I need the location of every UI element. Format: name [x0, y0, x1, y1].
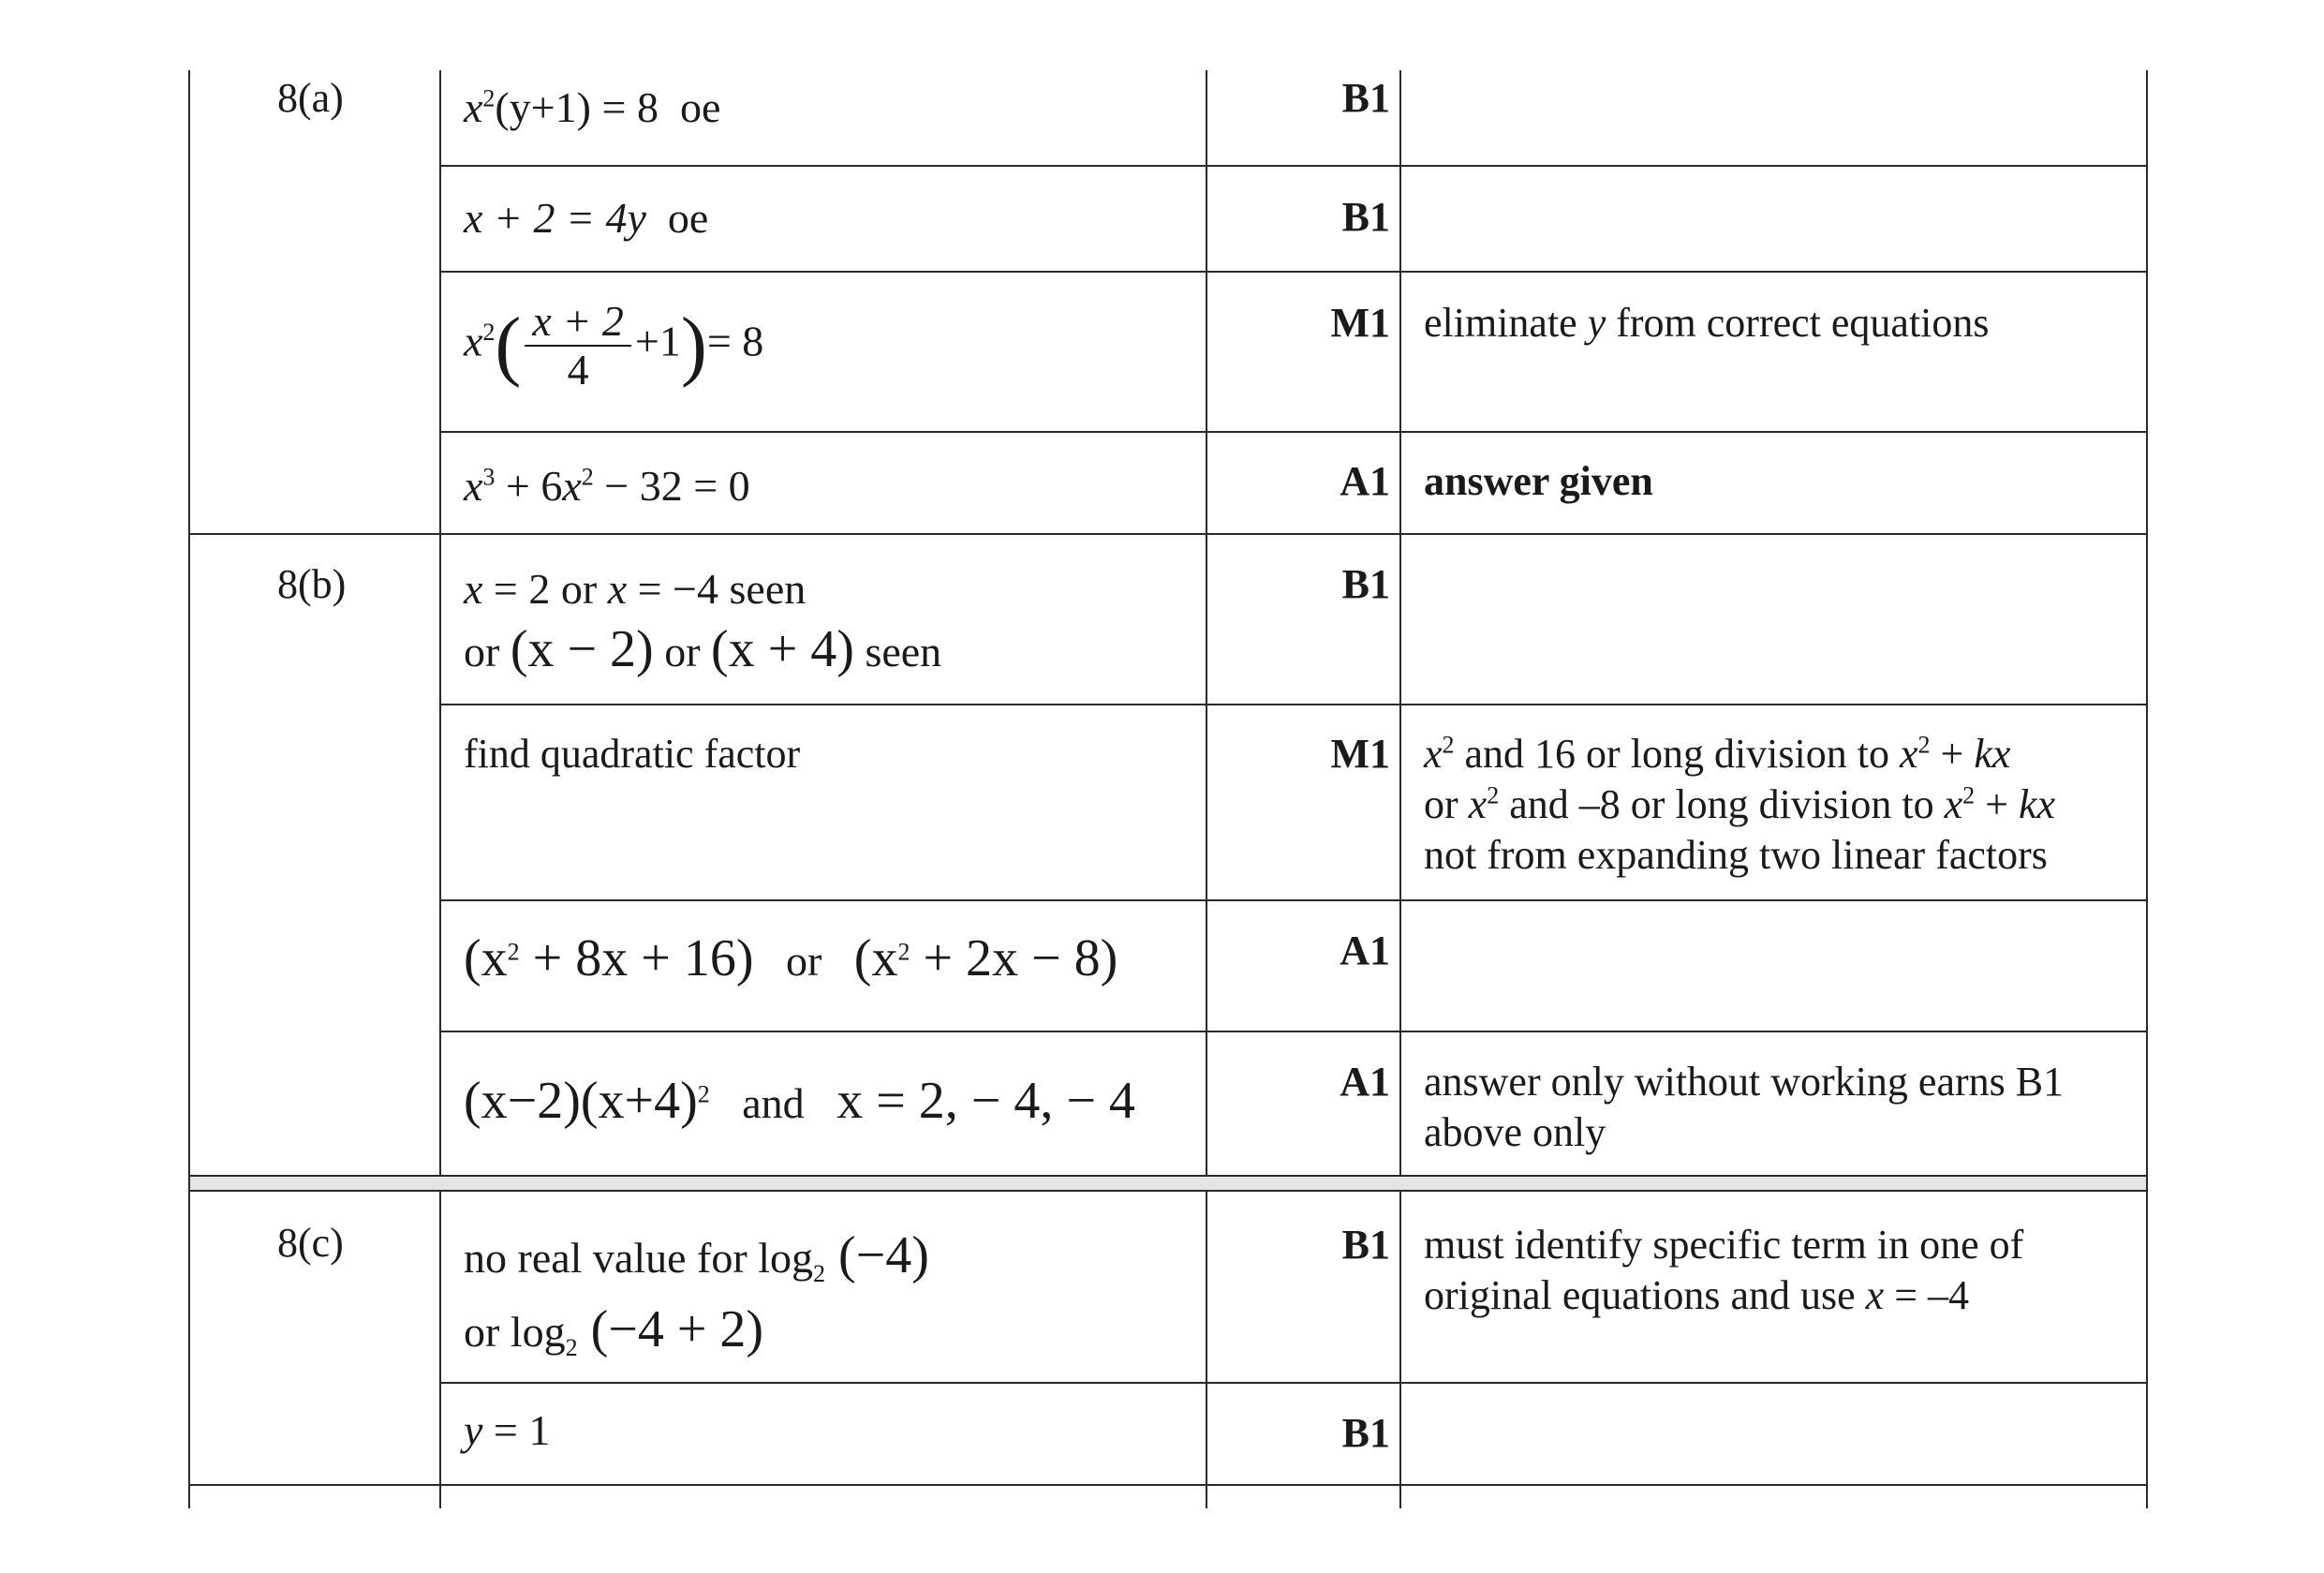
exponent: 2	[1487, 781, 1500, 809]
table-border-left	[188, 70, 190, 1508]
question-number: 8(b)	[277, 561, 347, 607]
guidance-line	[1424, 779, 2164, 830]
answer-line	[464, 1220, 1194, 1294]
math-var: x	[562, 462, 582, 510]
fraction	[525, 298, 630, 393]
question-number: 8(c)	[277, 1220, 344, 1266]
guidance-text: original equations and use	[1424, 1272, 1866, 1318]
question-number: 8(a)	[277, 75, 344, 121]
guidance-text: or	[1424, 781, 1469, 827]
guidance-line: above only	[1424, 1109, 1606, 1155]
section-divider-band	[190, 1177, 2146, 1190]
math-var: x	[607, 565, 628, 613]
mark-badge: M1	[1330, 731, 1390, 777]
exponent: 2	[482, 319, 496, 347]
oe-note: oe	[679, 83, 721, 131]
math-expr: (x−2)(x+4)	[464, 1072, 698, 1130]
answer-line	[464, 559, 1194, 619]
mark-badge: B1	[1341, 194, 1390, 240]
row-divider	[188, 1484, 2148, 1486]
guidance-cell	[1424, 729, 2164, 881]
mark-badge: A1	[1340, 458, 1390, 504]
math-var: y	[627, 194, 646, 242]
mark-badge: B1	[1341, 1410, 1390, 1456]
math-expr: + 8x + 16)	[519, 929, 754, 987]
table-divider-mark	[1206, 70, 1207, 1508]
guidance-line: must identify specific term in one of	[1424, 1222, 2024, 1268]
answer-cell	[464, 461, 1194, 512]
guidance-text: +	[1930, 731, 1975, 777]
math-expr: or	[464, 1308, 511, 1356]
answer-cell	[464, 82, 1194, 133]
answer-cell	[464, 929, 1194, 987]
math-expr: seen	[853, 628, 942, 675]
math-var: x	[464, 565, 483, 613]
math-expr: (x	[853, 929, 898, 987]
exponent: 2	[507, 938, 520, 966]
row-divider	[439, 431, 2148, 433]
mark-badge: B1	[1341, 75, 1390, 121]
mark-badge: B1	[1341, 1222, 1390, 1268]
math-var: kx	[1974, 731, 2011, 777]
math-var: x	[1899, 731, 1918, 777]
exponent: 2	[1442, 731, 1455, 759]
row-divider	[439, 271, 2148, 273]
oe-note: oe	[667, 194, 709, 242]
answer-line	[464, 619, 1194, 682]
math-expr: or	[464, 628, 511, 675]
guidance-line: not from expanding two linear factors	[1424, 832, 2048, 878]
section-divider-bottom	[188, 1190, 2148, 1192]
answer-cell	[464, 1220, 1194, 1368]
mark-badge: M1	[1330, 300, 1390, 346]
connector-word: or	[785, 937, 822, 985]
exponent: 2	[1962, 781, 1976, 809]
row-divider	[439, 165, 2148, 167]
guidance-text: and 16 or long division to	[1454, 731, 1900, 777]
answer-line	[464, 1294, 1194, 1368]
math-var: x	[464, 83, 483, 131]
exponent: 2	[1917, 731, 1931, 759]
exponent: 3	[482, 463, 496, 491]
exponent: 2	[581, 463, 594, 491]
subscript: 2	[812, 1260, 825, 1288]
paren-close: )	[680, 302, 707, 389]
math-expr: (x	[464, 929, 508, 987]
guidance-cell	[1424, 1220, 2164, 1321]
row-divider	[439, 899, 2148, 901]
math-var: y	[464, 1406, 483, 1454]
exponent: 2	[897, 938, 910, 966]
math-expr: + 6	[505, 462, 563, 510]
math-var: x	[464, 317, 483, 365]
mark-badge: A1	[1340, 1059, 1390, 1105]
table-divider-answer	[439, 70, 441, 1508]
answer-cell	[464, 298, 1194, 393]
table-divider-guidance	[1399, 70, 1401, 1508]
math-expr: − 32 = 0	[604, 462, 750, 510]
guidance-line	[1424, 1270, 2164, 1321]
math-expr: no real value for	[464, 1234, 759, 1282]
row-divider	[188, 533, 2148, 535]
mark-badge: A1	[1340, 927, 1390, 973]
math-expr: = −4 seen	[627, 565, 807, 613]
answer-cell	[464, 1072, 1194, 1130]
math-expr: (x − 2)	[510, 620, 654, 678]
exponent: 2	[697, 1080, 710, 1108]
guidance-line	[1424, 729, 2164, 779]
paren-open: (	[495, 302, 522, 389]
math-expr: (−4 + 2)	[577, 1300, 764, 1358]
math-expr: = 8	[706, 317, 764, 365]
subscript: 2	[565, 1334, 578, 1362]
answer-cell	[464, 559, 1194, 682]
answer-cell	[464, 1405, 1194, 1456]
row-divider	[439, 1382, 2148, 1384]
math-var: x	[464, 462, 483, 510]
guidance-line: answer only without working earns B1	[1424, 1059, 2065, 1105]
answer-cell: find quadratic factor	[464, 731, 801, 777]
guidance-text: and –8 or long division to	[1499, 781, 1945, 827]
math-expr: = 2 or	[482, 565, 608, 613]
math-expr: + 2x − 8)	[910, 929, 1118, 987]
row-divider	[439, 1031, 2148, 1032]
guidance-cell	[1424, 298, 2164, 349]
math-expr: (−4)	[824, 1226, 929, 1284]
math-var: y	[1587, 300, 1606, 346]
math-expr: x = 2, − 4, − 4	[836, 1072, 1135, 1130]
math-var: x	[1944, 781, 1963, 827]
math-var: x	[1468, 781, 1488, 827]
row-divider	[439, 704, 2148, 705]
connector-word: and	[742, 1079, 805, 1127]
guidance-text: from correct equations	[1606, 300, 1990, 346]
math-func: log	[758, 1234, 813, 1282]
math-func: log	[510, 1308, 566, 1356]
math-expr: (x + 4)	[711, 620, 854, 678]
fraction-numerator: x + 2	[525, 298, 630, 347]
mark-badge: B1	[1341, 561, 1390, 607]
exponent: 2	[482, 84, 496, 112]
guidance-text: = –4	[1884, 1272, 1970, 1318]
fraction-denominator: 4	[567, 346, 589, 393]
math-expr: or	[653, 628, 712, 675]
guidance-cell: answer given	[1424, 458, 1653, 504]
guidance-cell	[1424, 1057, 2164, 1158]
math-expr: (y+1) = 8	[495, 83, 659, 131]
math-var: kx	[2018, 781, 2056, 827]
math-expr: +1	[634, 317, 681, 365]
math-var: x	[1865, 1272, 1885, 1318]
guidance-text: eliminate	[1424, 300, 1588, 346]
guidance-text: +	[1975, 781, 2019, 827]
answer-cell	[464, 193, 1194, 244]
math-expr: = 1	[482, 1406, 551, 1454]
math-var: x	[1424, 731, 1443, 777]
math-expr: x + 2 = 4	[464, 194, 628, 242]
